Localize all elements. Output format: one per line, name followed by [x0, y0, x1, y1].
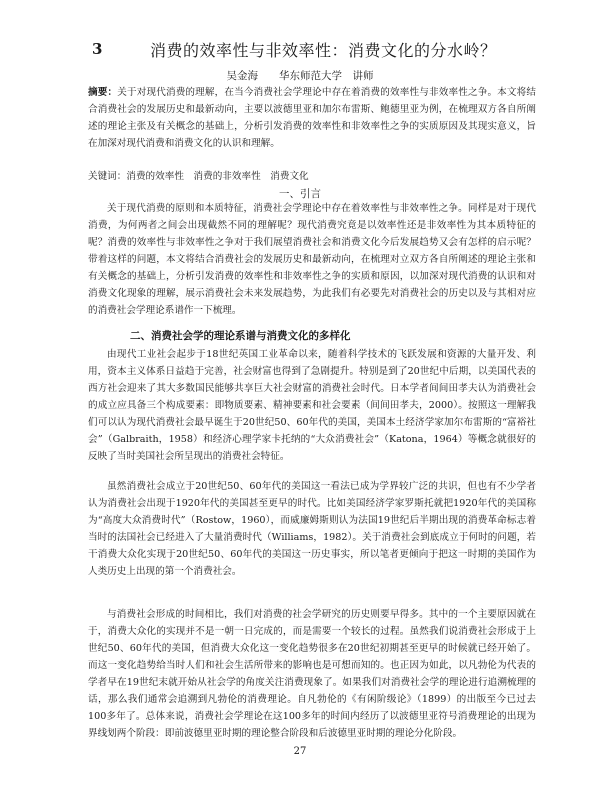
introduction-paragraph: 关于现代消费的原则和本质特征，消费社会学理论中存在着效率性与非效率性之争。同样是对于现代消费，为何两者之间会出现截然不同的理解呢？现代消费究竟是以效率性还是非效率性为其本质特征的呢？消费的效率性与非效率性之争对于我们展望消费社会和消费文化今后发展趋势又会有怎样的启示呢？带着这样的问题，本文将结合消费社会的发展历史和最新动向，在梳理对立双方各自所阐述的理论主张和有关概念的基础上，分析引发消费的效率性和非效率性之争的实质和原因，以加深对现代消费的认识和对消费文化现象的理解，展示消费社会未来发展趋势，为此我们有必要先对消费社会的历史以及与其相对应的消费社会学理论系谱作一下梳理。 — [88, 203, 536, 316]
abstract-text: 关于对现代消费的理解，在当今消费社会学理论中存在着消费的效率性与非效率性之争。本文将结合消费社会的发展历史和最新动向，主要以波德里亚和加尔布雷斯、鲍德里亚为例，在梳理双方各自所阐述的理论主张及有关概念的基础上，分析引发消费的效率性和非效率性之争的实质原因及其现实意义，旨在加深对现代消费和消费文化的认识和理解。 — [88, 87, 537, 149]
paper-title: 消费的效率性与非效率性：消费文化的分水岭？ — [150, 41, 497, 60]
body-paragraph-2: 虽然消费社会成立于20世纪50、60年代的美国这一看法已成为学界较广泛的共识，但也有不少学者认为消费社会出现于1920年代的美国甚至更早的时代。比如美国经济学家罗斯托就把1920年代的美国称为“高度大众消费时代”（Rostow，1960），而威廉姆斯则认为法国19世纪后半期出现的消费革命标志着当时的法国社会已经进入了大量消费时代（Williams，1982）。关于消费社会到底成立于何时的问题，若干消费大众化实现于20世纪50、60年代的美国这一历史事实，所以笔者更倾向于把这一时期的美国作为人类历史上出现的第一个消费社会。 — [88, 481, 536, 577]
keywords — [88, 168, 536, 185]
author-line: 吴金海 华东师范大学 讲师 — [226, 70, 374, 82]
chapter-number: 3 — [92, 40, 103, 58]
keywords-label: 关键词： — [88, 171, 127, 182]
section-heading-theory: 二、消费社会学的理论系谱与消费文化的多样化 — [130, 330, 351, 342]
page-number: 27 — [293, 746, 307, 757]
body-paragraph-3: 与消费社会形成的时间相比，我们对消费的社会学研究的历史则要早得多。其中的一个主要原因就在于，消费大众化的实现并不是一朝一日完成的，而是需要一个较长的过程。虽然我们说消费社会形成于上世纪50、60年代的美国，但消费大众化这一变化趋势很多在20世纪初期甚至更早的时候就已经开始了。而这一变化趋势给当时人们和社会生活所带来的影响也是可想而知的。也正因为如此，以凡勃伦为代表的学者早在19世纪末就开始从社会学的角度关注消费现象了。如果我们对消费社会学的理论进行追溯梳理的话，那么我们通常会追溯到凡勃伦的消费理论。自凡勃伦的《有闲阶级论》（1899）的出版至今已过去100多年了。总体来说，消费社会学理论在这100多年的时间内经历了以波德里亚符号消费理论的出现为界线划两个阶段：即前波德里亚时期的理论整合阶段和后波德里亚时期的理论分化阶段。 — [88, 609, 536, 739]
section-heading-introduction: 一、引言 — [279, 188, 321, 200]
abstract-label: 摘要： — [88, 87, 118, 98]
abstract — [88, 84, 536, 152]
keywords-text: 消费的效率性 消费的非效率性 消费文化 — [126, 171, 309, 182]
body-paragraph-1: 由现代工业社会起步于18世纪英国工业革命以来，随着科学技术的飞跃发展和资源的大量开发、利用，资本主义体系日益趋于完善，社会财富也得到了急剧提升。特别是到了20世纪中后期，以美国代表的西方社会迎来了其大多数国民能够共享巨大社会财富的消费社会时代。日本学者间间田孝夫认为消费社会的成立应具备三个构成要素：即物质要素、精神要素和社会要素（间间田孝夫，2000）。按照这一理解我们可以认为现代消费社会最早诞生于20世纪50、60年代的美国，美国本土经济学家加尔布雷斯的“富裕社会”（Galbraith，1958）和经济心理学家卡托纳的“大众消费社会”（Katona，1964）等概念就很好的反映了当时美国社会所呈现出的消费社会特征。 — [88, 349, 536, 462]
